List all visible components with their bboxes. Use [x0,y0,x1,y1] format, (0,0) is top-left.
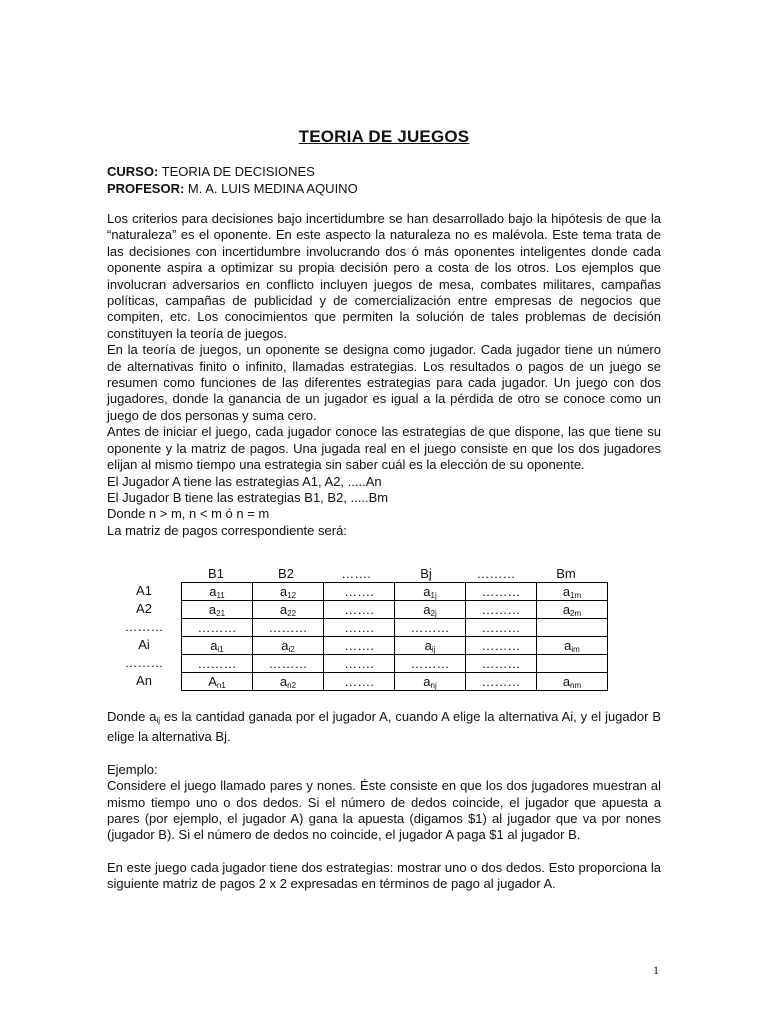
matrix-cell: ……. [324,601,395,619]
matrix-row-label: A1 [136,583,152,598]
matrix-cell: $a_{1m}$ [537,583,608,601]
matrix-cell: $a_{i1}$ [182,637,253,655]
matrix-row-label: A2 [136,601,152,616]
matrix-cell: $a_{nj}$ [395,673,466,691]
matrix-cell: $a_{11}$ [182,583,253,601]
matrix-row-label: ……… [124,655,164,670]
page-title: TEORIA DE JUEGOS [298,127,470,146]
matrix-cell: ……… [253,619,324,637]
course-line [107,163,315,180]
matrix-cell: $a_{2j}$ [395,601,466,619]
aij-explanation: Donde $a_{ij}$ es la cantidad ganada por el jugador A, cuando A elige la alternativa Ai, y el jugador B elige la alternativa Bj. [107,709,662,745]
professor-value: M. A. LUIS MEDINA AQUINO [187,181,358,196]
matrix-cell: $a_{1j}$ [395,583,466,601]
matrix-cell [537,655,608,673]
matrix-cell: $a_{22}$ [253,601,324,619]
matrix-cell: ……… [466,637,537,655]
example-paragraph: Considere el juego llamado pares y nones. Éste consiste en que los dos jugadores muestran al mismo tiempo uno o dos dedos. Si el número de dedos coincide, el jugador que apuesta a pares (por ejemplo, el jugador A) gana la apuesta (digamos $1) al jugador que va por nones (jugador B). Si el número de dedos no coincide, el jugador A paga $1 al jugador B. [107,778,661,843]
final-paragraph: En este juego cada jugador tiene dos estrategias: mostrar uno o dos dedos. Esto proporciona la siguiente matriz de pagos 2 x 2 expresadas en términos de pago al jugador A. [107,859,661,892]
matrix-cell: ……. [324,583,395,601]
matrix-cell: ……… [466,601,537,619]
matrix-col-header: Bm [556,566,576,581]
matrix-row [182,673,608,691]
matrix-row-label: Ai [138,637,150,652]
matrix-cell: ……. [324,655,395,673]
paragraph: Donde n > m, n < m ó n = m [107,506,270,522]
matrix-row [182,655,608,673]
page-number: 1 [653,963,659,977]
payoff-matrix [107,565,667,695]
matrix-cell: ……. [324,673,395,691]
matrix-col-header: Bj [420,566,432,581]
paragraph: El Jugador B tiene las estrategias B1, B2, .....Bm [107,489,389,505]
paragraph: Los criterios para decisiones bajo incertidumbre se han desarrollado bajo la hipótesis de que la “naturaleza” es el oponente. En este aspecto la naturaleza no es malévola. Este tema trata de las decisiones con incertidumbre involucrando dos ó más oponentes inteligentes donde cada oponente aspira a optimizar su propia decisión pero a costa de los otros. Los ejemplos que involucran adversarios en conflicto incluyen juegos de mesa, combates militares, campañas políticas, campañas de publicidad y de comercialización entre empresas de negocios que compiten, etc. Los conocimientos que permiten la solución de tales problemas de decisión constituyen la teoría de juegos. [107,211,661,341]
paragraph: El Jugador A tiene las estrategias A1, A2, .....An [107,473,382,489]
matrix-cell: $a_{im}$ [537,637,608,655]
example-label: Ejemplo: [107,761,158,777]
matrix-cell: $a_{nm}$ [537,673,608,691]
matrix-cell: ……… [395,655,466,673]
paragraph: En la teoría de juegos, un oponente se designa como jugador. Cada jugador tiene un número de alternativas finito o infinito, llamadas estrategias. Los resultados o pagos de un juego se resumen como funciones de las diferentes estrategias para cada jugador. Un juego con dos jugadores, donde la ganancia de un jugador es igual a la pérdida de otro se conoce como un juego de dos personas y suma cero. [107,342,661,423]
professor-line [107,180,358,197]
matrix-col-header: ……. [341,566,371,581]
matrix-row-label: An [136,673,152,688]
paragraph: Antes de iniciar el juego, cada jugador conoce las estrategias de que dispone, las que tiene su oponente y la matriz de pagos. Una jugada real en el juego consiste en que los dos jugadores elijan al mismo tiempo una estrategia sin saber cuál es la elección de su oponente. [107,424,661,473]
matrix-cell: ……… [466,619,537,637]
course-value: TEORIA DE DECISIONES [161,164,315,179]
matrix-cell: $a_{n2}$ [253,673,324,691]
course-label: CURSO: [107,164,159,179]
matrix-cell: $A_{n1}$ [182,673,253,691]
matrix-cell: ……… [466,655,537,673]
matrix-cell: $a_{ij}$ [395,637,466,655]
matrix-col-header: ……… [476,566,516,581]
matrix-col-header: B2 [278,566,294,581]
matrix-cell: $a_{i2}$ [253,637,324,655]
matrix-col-header: B1 [208,566,224,581]
matrix-cell: $a_{2m}$ [537,601,608,619]
matrix-row [182,583,608,601]
matrix-row [182,619,608,637]
payoff-table [181,582,608,691]
matrix-cell: ……. [324,637,395,655]
explanation-text [107,709,661,893]
matrix-row [182,637,608,655]
professor-label: PROFESOR: [107,181,185,196]
matrix-cell: ……… [466,673,537,691]
matrix-row-label: ……… [124,619,164,634]
matrix-cell: ……… [182,655,253,673]
matrix-cell: ……. [324,619,395,637]
paragraph: La matriz de pagos correspondiente será: [107,522,347,538]
intro-text [107,211,661,539]
matrix-cell: $a_{12}$ [253,583,324,601]
matrix-cell [537,619,608,637]
matrix-cell: $a_{21}$ [182,601,253,619]
matrix-row [182,601,608,619]
matrix-cell: ……… [395,619,466,637]
matrix-cell: ……… [182,619,253,637]
matrix-cell: ……… [466,583,537,601]
matrix-cell: ……… [253,655,324,673]
